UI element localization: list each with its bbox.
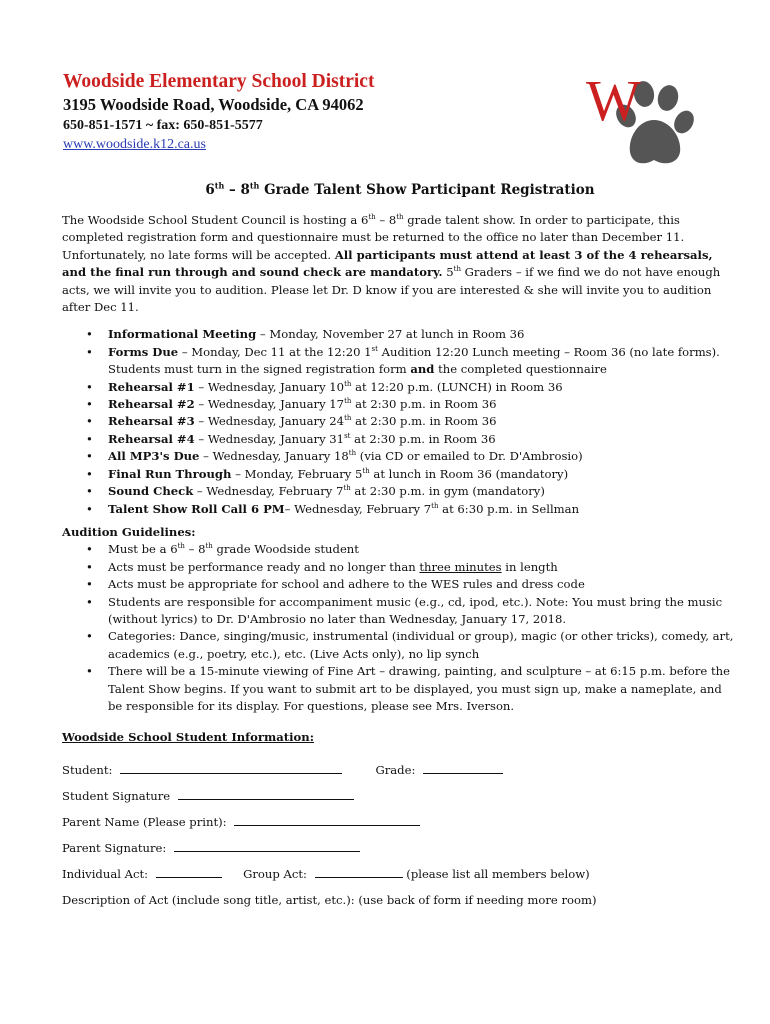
parent-name-label: Parent Name (Please print):	[62, 814, 227, 829]
mandatory-notice: All participants must attend at least 3 of the 4 rehearsals, and the final run through and sound check are mandatory.	[62, 247, 713, 280]
main-content	[62, 180, 738, 913]
parent-signature-row	[62, 835, 738, 861]
parent-signature-field[interactable]	[174, 837, 360, 852]
page-title: 6th – 8th Grade Talent Show Participant Registration	[205, 180, 595, 198]
list-item: • Rehearsal #4 – Wednesday, January 31st at 2:30 p.m. in Room 36	[62, 431, 738, 448]
list-item: • Categories: Dance, singing/music, instrumental (individual or group), magic (or other tricks), comedy, art, academics (e.g., poetry, etc.), etc. (Live Acts only), no lip synch	[62, 628, 738, 663]
description-label: Description of Act (include song title, artist, etc.): (use back of form if needing more room)	[62, 892, 597, 907]
description-row	[62, 887, 738, 913]
list-item: • Forms Due – Monday, Dec 11 at the 12:20 1st Audition 12:20 Lunch meeting – Room 36 (no late forms). Students must turn in the signed registration form and the completed questionnaire	[62, 344, 738, 379]
paw-icon	[580, 68, 695, 183]
school-logo	[580, 68, 695, 183]
list-item: • Talent Show Roll Call 6 PM– Wednesday, February 7th at 6:30 p.m. in Sellman	[62, 501, 738, 518]
list-item: • All MP3's Due – Wednesday, January 18th (via CD or emailed to Dr. D'Ambrosio)	[62, 448, 738, 465]
list-item: • Final Run Through – Monday, February 5th at lunch in Room 36 (mandatory)	[62, 466, 738, 483]
group-act-label: Group Act:	[243, 866, 307, 881]
list-item: • Acts must be appropriate for school and adhere to the WES rules and dress code	[62, 576, 738, 593]
group-act-note: (please list all members below)	[406, 866, 590, 881]
act-type-row	[62, 861, 738, 887]
intro-paragraph: The Woodside School Student Council is hosting a 6th – 8th grade talent show. In order to participate, this completed registration form and questionnaire must be returned to the office no later than December 11. Unfortunately, no late forms will be accepted. All participants must attend at least 3 of the 4 rehearsals, and the final run through and sound check are mandatory. 5th Graders – if we find we do not have enough acts, we will invite you to audition. Please let Dr. D know if you are interested & she will invite you to audition after Dec 11.	[62, 213, 721, 315]
parent-signature-label: Parent Signature:	[62, 840, 167, 855]
parent-name-field[interactable]	[234, 811, 420, 826]
student-info-heading: Woodside School Student Information:	[62, 730, 314, 745]
student-signature-row	[62, 783, 738, 809]
district-website-link[interactable]: www.woodside.k12.ca.us	[63, 137, 206, 152]
audition-guidelines-heading: Audition Guidelines:	[62, 524, 196, 539]
list-item: • Students are responsible for accompaniment music (e.g., cd, ipod, etc.). Note: You must bring the music (without lyrics) to Dr. D'Ambrosio no later than Wednesday, January 17, 2018.	[62, 594, 738, 629]
individual-act-field[interactable]	[156, 863, 222, 878]
list-item: • Informational Meeting – Monday, November 27 at lunch in Room 36	[62, 326, 738, 343]
student-name-field[interactable]	[120, 759, 342, 774]
list-item: • There will be a 15-minute viewing of Fine Art – drawing, painting, and sculpture – at 6:15 p.m. before the Talent Show begins. If you want to submit art to be displayed, you must sign up, make a nameplate, and be responsible for its display. For questions, please see Mrs. Iverson.	[62, 663, 738, 715]
parent-name-row	[62, 809, 738, 835]
registration-form	[62, 757, 738, 913]
district-phone: 650-851-1571 ~ fax: 650-851-5577	[63, 118, 263, 133]
grade-label: Grade:	[375, 762, 416, 777]
letterhead	[63, 70, 583, 154]
guidelines-list	[62, 541, 738, 715]
logo-letter: W	[586, 68, 641, 133]
district-address: 3195 Woodside Road, Woodside, CA 94062	[63, 95, 364, 114]
student-label: Student:	[62, 762, 113, 777]
grade-field[interactable]	[423, 759, 503, 774]
list-item: • Acts must be performance ready and no longer than three minutes in length	[62, 559, 738, 576]
list-item: • Must be a 6th – 8th grade Woodside student	[62, 541, 738, 558]
individual-act-label: Individual Act:	[62, 866, 149, 881]
group-act-field[interactable]	[315, 863, 403, 878]
list-item: • Rehearsal #2 – Wednesday, January 17th at 2:30 p.m. in Room 36	[62, 396, 738, 413]
student-signature-label: Student Signature	[62, 788, 171, 803]
student-row	[62, 757, 738, 783]
district-name: Woodside Elementary School District	[63, 71, 375, 92]
schedule-list	[62, 326, 738, 517]
list-item: • Rehearsal #1 – Wednesday, January 10th at 12:20 p.m. (LUNCH) in Room 36	[62, 379, 738, 396]
student-signature-field[interactable]	[178, 785, 354, 800]
list-item: • Rehearsal #3 – Wednesday, January 24th at 2:30 p.m. in Room 36	[62, 413, 738, 430]
list-item: • Sound Check – Wednesday, February 7th at 2:30 p.m. in gym (mandatory)	[62, 483, 738, 500]
